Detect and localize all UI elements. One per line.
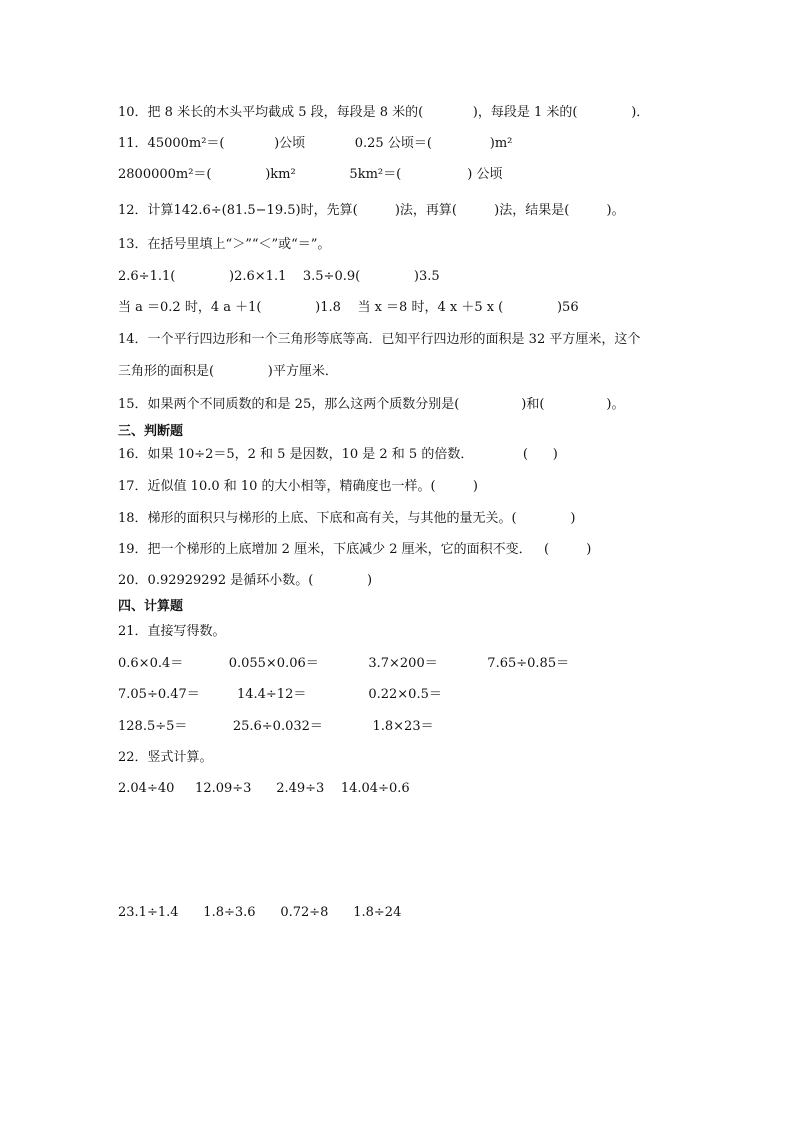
question-21-row-1: 0.6×0.4＝ 0.055×0.06＝ 3.7×200＝ 7.65÷0.85＝ — [118, 656, 570, 671]
question-21-row-3: 128.5÷5＝ 25.6÷0.032＝ 1.8×23＝ — [118, 719, 434, 734]
section-heading-calc: 四、计算题 — [118, 599, 184, 614]
question-14-line-2: 三角形的面积是( )平方厘米． — [118, 364, 338, 379]
question-11-line-1: 11．45000m²＝( )公顷 0.25 公顷＝( )m² — [118, 136, 513, 151]
question-22: 22．竖式计算。 — [118, 750, 213, 765]
section-heading-judge: 三、判断题 — [118, 424, 184, 439]
question-18: 18．梯形的面积只与梯形的上底、下底和高有关，与其他的量无关。( ) — [118, 511, 576, 526]
question-17: 17．近似值 10.0 和 10 的大小相等，精确度也一样。( ) — [118, 479, 478, 494]
question-19: 19．把一个梯形的上底增加 2 厘米，下底减少 2 厘米，它的面积不变． ( ) — [118, 542, 592, 557]
question-21: 21．直接写得数。 — [118, 624, 226, 639]
question-13-line-1: 2.6÷1.1( )2.6×1.1 3.5÷0.9( )3.5 — [118, 269, 440, 284]
question-21-row-2: 7.05÷0.47＝ 14.4÷12＝ 0.22×0.5＝ — [118, 687, 442, 702]
question-16: 16．如果 10÷2＝5，2 和 5 是因数，10 是 2 和 5 的倍数． ( ) — [118, 447, 558, 462]
question-23-problems: 23.1÷1.4 1.8÷3.6 0.72÷8 1.8÷24 — [118, 905, 402, 920]
question-12: 12．计算142.6÷(81.5−19.5)时，先算( )法，再算( )法，结果是( )。 — [118, 203, 625, 218]
question-13-line-2: 当 a ＝0.2 时，4 a ＋1( )1.8 当 x ＝8 时，4 x ＋5 x ( )56 — [118, 300, 579, 315]
question-14-line-1: 14．一个平行四边形和一个三角形等底等高．已知平行四边形的面积是 32 平方厘米，这个 — [118, 332, 641, 347]
question-10: 10．把 8 米长的木头平均截成 5 段，每段是 8 米的( )，每段是 1 米的( )． — [118, 105, 650, 120]
question-20: 20．0.92929292 是循环小数。( ) — [118, 573, 373, 588]
question-22-problems: 2.04÷40 12.09÷3 2.49÷3 14.04÷0.6 — [118, 781, 410, 796]
question-11-line-2: 2800000m²＝( )km² 5km²＝( ) 公顷 — [118, 167, 503, 182]
question-15: 15．如果两个不同质数的和是 25，那么这两个质数分别是( )和( )。 — [118, 397, 625, 412]
question-13: 13．在括号里填上“＞”“＜”或“＝”。 — [118, 237, 331, 252]
